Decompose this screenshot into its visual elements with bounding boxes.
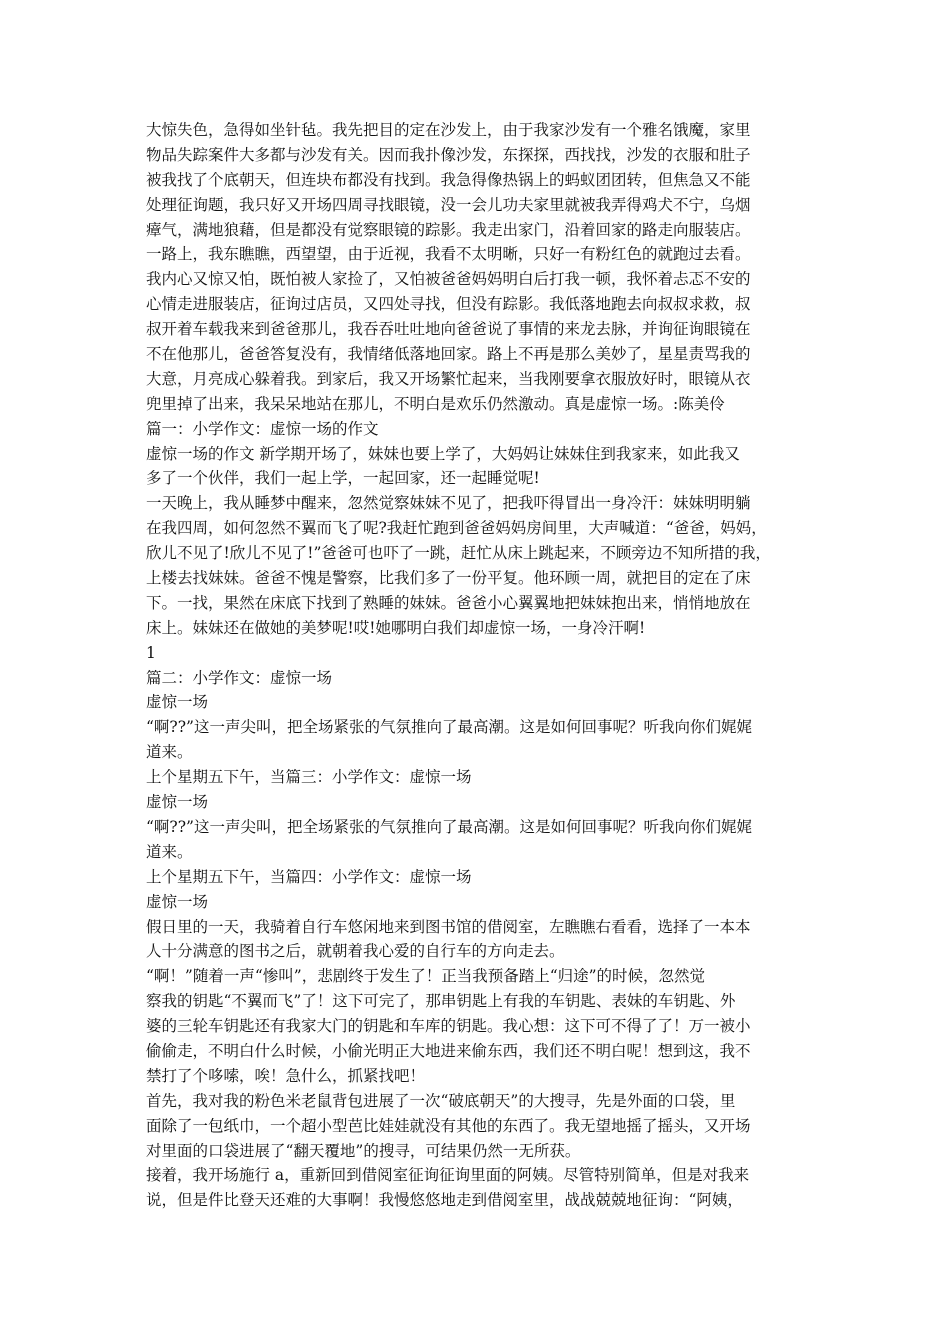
text-line: 瘴气，满地狼藉，但是都没有觉察眼镜的踪影。我走出家门，沿着回家的路走向服装店。 (146, 220, 751, 239)
text-line: 道来。 (146, 842, 193, 861)
text-line: 物品失踪案件大多都与沙发有关。因而我扑像沙发，东探探，西找找，沙发的衣服和肚子 (146, 145, 751, 164)
text-line: 接着，我开场施行 a，重新回到借阅室征询征询里面的阿姨。尽管特别简单，但是对我来 (146, 1166, 750, 1185)
text-line: 虚惊一场 (146, 892, 209, 911)
text-line: 上楼去找妹妹。爸爸不愧是警察，比我们多了一份平复。他环顾一周，就把目的定在了床 (146, 569, 751, 588)
text-line: “啊！”随着一声“惨叫”，悲剧终于发生了！正当我预备踏上“归途”的时候，忽然觉 (146, 967, 706, 986)
text-line: 一天晚上，我从睡梦中醒来，忽然觉察妹妹不见了，把我吓得冒出一身冷汗：妹妹明明躺 (146, 494, 751, 513)
text-line: 被我找了个底朝天，但连块布都没有找到。我急得像热锅上的蚂蚁团团转，但焦急又不能 (146, 170, 751, 189)
text-line: 首先，我对我的粉色米老鼠背包进展了一次“破底朝天”的大搜寻，先是外面的口袋，里 (146, 1091, 736, 1110)
text-line: 欣儿不见了!欣儿不见了!”爸爸可也吓了一跳，赶忙从床上跳起来，不顾旁边不知所措的我， (146, 544, 771, 563)
text-line: 偷偷走，不明白什么时候，小偷光明正大地进来偷东西，我们还不明白呢！想到这，我不 (146, 1041, 751, 1060)
text-line: 兜里掉了出来，我呆呆地站在那儿，不明白是欢乐仍然激动。真是虚惊一场。:陈美伶 (146, 394, 725, 413)
text-line: 我内心又惊又怕，既怕被人家捡了，又怕被爸爸妈妈明白后打我一顿，我怀着忐忑不安的 (146, 270, 751, 289)
text-line: 篇二：小学作文：虚惊一场 (146, 668, 333, 687)
text-line: 上个星期五下午，当篇四：小学作文：虚惊一场 (146, 867, 472, 886)
text-line: 禁打了个哆嗦，唉！急什么，抓紧找吧！ (146, 1066, 426, 1085)
text-line: 面除了一包纸巾，一个超小型芭比娃娃就没有其他的东西了。我无望地摇了摇头，又开场 (146, 1116, 751, 1135)
text-line: 上个星期五下午，当篇三：小学作文：虚惊一场 (146, 768, 472, 787)
text-line: 道来。 (146, 743, 193, 762)
text-line: 心情走进服装店，征询过店员，又四处寻找，但没有踪影。我低落地跑去向叔叔求救，叔 (146, 295, 751, 314)
text-line: 在我四周，如何忽然不翼而飞了呢?我赶忙跑到爸爸妈妈房间里，大声喊道：“爸爸，妈妈， (146, 519, 767, 538)
text-line: 虚惊一场 (146, 693, 209, 712)
text-line: 一路上，我东瞧瞧，西望望，由于近视，我看不太明晰，只好一有粉红色的就跑过去看。 (146, 245, 751, 264)
text-line: 虚惊一场 (146, 793, 209, 812)
text-line: “啊??”这一声尖叫，把全场紧张的气氛推向了最高潮。这是如何回事呢？听我向你们娓娓 (146, 718, 752, 737)
text-line: 大意，月亮成心躲着我。到家后，我又开场繁忙起来，当我刚要拿衣服放好时，眼镜从衣 (146, 369, 751, 388)
text-line: 1 (146, 643, 156, 662)
text-line: 多了一个伙伴，我们一起上学，一起回家，还一起睡觉呢! (146, 469, 540, 488)
text-line: “啊??”这一声尖叫，把全场紧张的气氛推向了最高潮。这是如何回事呢？听我向你们娓娓 (146, 817, 752, 836)
text-line: 篇一：小学作文：虚惊一场的作文 (146, 419, 379, 438)
text-line: 假日里的一天，我骑着自行车悠闲地来到图书馆的借阅室，左瞧瞧右看看，选择了一本本 (146, 917, 751, 936)
text-line: 不在他那儿，爸爸答复没有，我情绪低落地回家。路上不再是那么美妙了，星星责骂我的 (146, 345, 751, 364)
text-line: 床上。妹妹还在做她的美梦呢!哎!她哪明白我们却虚惊一场，一身冷汗啊! (146, 618, 646, 637)
text-line: 说，但是件比登天还难的大事啊！我慢悠悠地走到借阅室里，战战兢兢地征询：“阿姨， (146, 1191, 743, 1210)
text-line: 虚惊一场的作文 新学期开场了，妹妹也要上学了，大妈妈让妹妹住到我家来，如此我又 (146, 444, 740, 463)
document-page (146, 118, 811, 1213)
text-line: 人十分满意的图书之后，就朝着我心爱的自行车的方向走去。 (146, 942, 565, 961)
text-line: 婆的三轮车钥匙还有我家大门的钥匙和车库的钥匙。我心想：这下可不得了了！万一被小 (146, 1017, 751, 1036)
text-line: 叔开着车载我来到爸爸那儿，我吞吞吐吐地向爸爸说了事情的来龙去脉，并询征询眼镜在 (146, 320, 751, 339)
text-line: 察我的钥匙“不翼而飞”了！这下可完了，那串钥匙上有我的车钥匙、表妹的车钥匙、外 (146, 992, 736, 1011)
text-line: 对里面的口袋进展了“翻天覆地”的搜寻，可结果仍然一无所获。 (146, 1141, 581, 1160)
text-line: 下。一找，果然在床底下找到了熟睡的妹妹。爸爸小心翼翼地把妹妹抱出来，悄悄地放在 (146, 593, 751, 612)
text-line: 处理征询题，我只好又开场四周寻找眼镜，没一会儿功夫家里就被我弄得鸡犬不宁，乌烟 (146, 195, 751, 214)
text-line: 大惊失色，急得如坐针毡。我先把目的定在沙发上，由于我家沙发有一个雅名饿魔，家里 (146, 121, 751, 139)
